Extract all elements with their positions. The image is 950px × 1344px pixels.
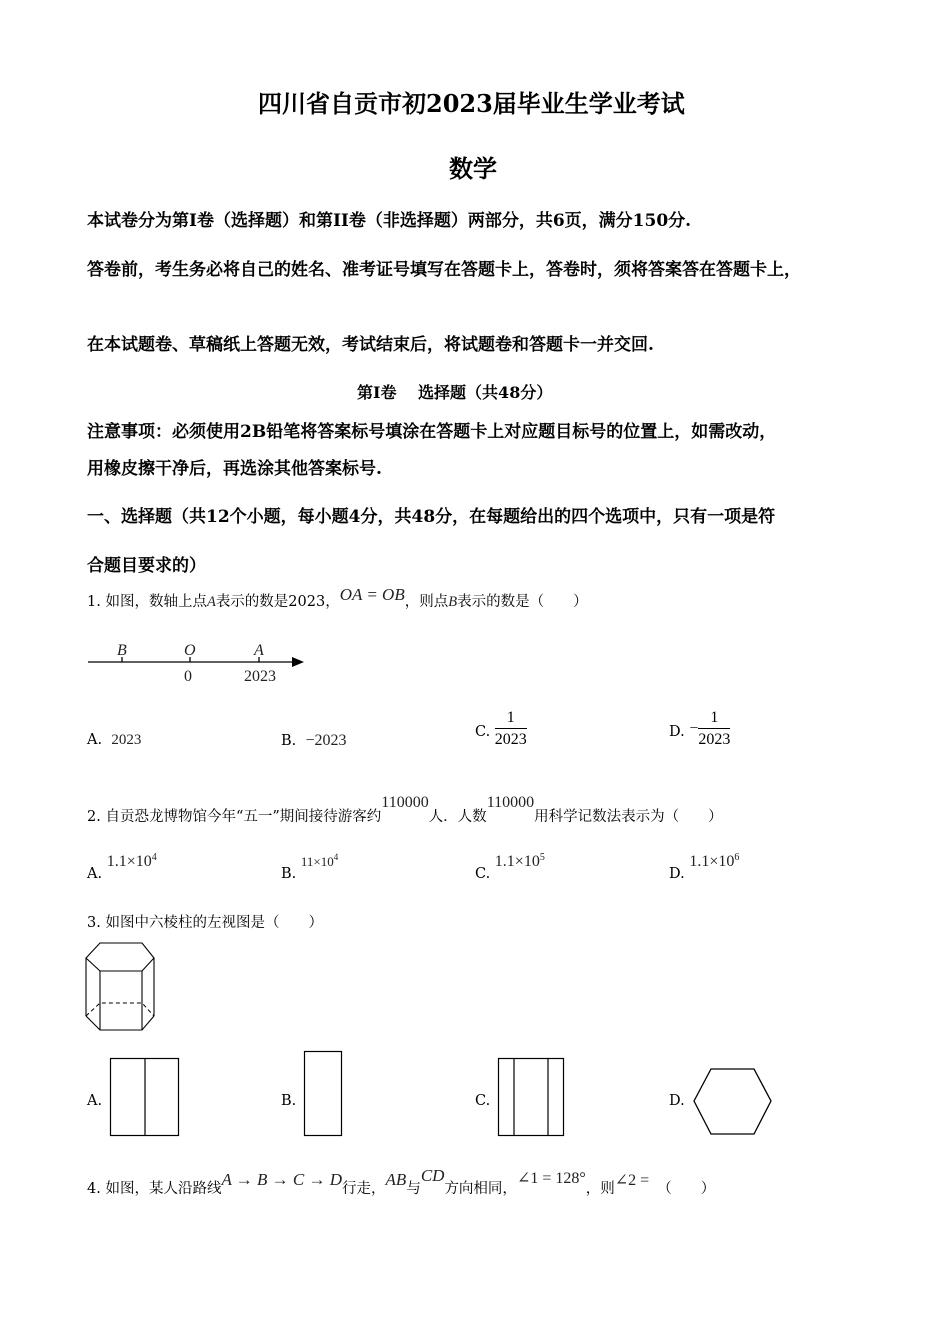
section-heading: 第I卷 选择题（共48分）: [357, 383, 553, 402]
q1-equation: OA = OB: [339, 585, 405, 604]
q4-text-a: 4. 如图，某人沿路线: [87, 1181, 222, 1197]
q3-option-a-label[interactable]: A.: [87, 1093, 103, 1109]
q4-text-d: 方向相同，: [444, 1181, 517, 1197]
q2-option-d[interactable]: [669, 852, 740, 882]
notice-line-1: 注意事项：必须使用2B铅笔将答案标号填涂在答题卡上对应题目标号的位置上，如需改动，: [87, 422, 777, 442]
q3-option-c-figure[interactable]: [498, 1058, 568, 1138]
q2-option-b-label: B.: [281, 865, 297, 882]
part-line-1: 一、选择题（共12个小题，每小题4分，共48分，在每题给出的四个选项中，只有一项是符: [87, 507, 776, 527]
q1-option-b-value: −2023: [305, 732, 347, 749]
part-line-2: 合题目要求的）: [87, 556, 206, 576]
q3-option-d-label[interactable]: D.: [669, 1093, 685, 1109]
q1-text-c: ，则点: [404, 594, 449, 610]
q2-option-a-label: A.: [87, 865, 103, 882]
axis-label-o: O: [184, 642, 196, 659]
q2-text-a: 2. 自贡恐龙博物馆今年“五一”期间接待游客约: [87, 809, 382, 825]
q2-option-a-exponent: 4: [151, 852, 157, 863]
q4-angle-2: ∠2 =: [614, 1172, 650, 1189]
question-4: [87, 1166, 716, 1198]
subject-title: 数学: [449, 154, 497, 183]
q4-text-f: （ ）: [657, 1181, 716, 1197]
axis-arrow-icon: [292, 657, 304, 667]
q4-text-e: ，则: [585, 1181, 615, 1197]
q2-option-c[interactable]: [475, 852, 545, 882]
q2-option-d-label: D.: [669, 865, 685, 882]
q2-option-a-base: 1.1×10: [106, 852, 152, 870]
exam-title: 四川省自贡市初2023届毕业生学业考试: [258, 89, 685, 118]
q2-option-b-exponent: 4: [333, 852, 339, 862]
q2-option-a[interactable]: [87, 852, 157, 882]
q3-option-a-figure[interactable]: [110, 1058, 180, 1138]
q3-option-d-figure[interactable]: [693, 1067, 773, 1137]
q1-option-d-fraction: [698, 708, 730, 751]
axis-label-b: B: [117, 642, 127, 659]
q4-segment-ab: AB: [385, 1170, 407, 1189]
q1-option-d-denominator: 2023: [698, 731, 731, 748]
q2-option-b[interactable]: [281, 852, 339, 882]
q2-option-d-exponent: 6: [734, 852, 740, 863]
q4-text-c: 与: [406, 1181, 421, 1197]
q1-option-a-value: 2023: [111, 732, 142, 748]
question-2: [87, 794, 723, 826]
q4-segment-cd: CD: [420, 1166, 445, 1185]
q2-text-c: 用科学记数法表示为（ ）: [534, 809, 723, 825]
q4-text-b: 行走，: [342, 1181, 386, 1197]
q2-option-d-base: 1.1×10: [689, 852, 735, 870]
question-1: [87, 585, 588, 611]
intro-line-3: 在本试题卷、草稿纸上答题无效，考试结束后，将试题卷和答题卡一并交回.: [87, 335, 654, 355]
q2-number-2: 110000: [486, 794, 535, 811]
hexagonal-prism-figure: [84, 940, 164, 1035]
q1-option-d-sign: −: [689, 719, 699, 737]
axis-value-2023: 2023: [244, 668, 276, 685]
q1-option-c-numerator: 1: [495, 708, 527, 729]
q3-option-b-label[interactable]: B.: [281, 1093, 297, 1109]
q3-option-b-figure[interactable]: [304, 1051, 344, 1136]
q1-option-a[interactable]: [87, 732, 141, 749]
q1-option-b[interactable]: [281, 732, 347, 750]
q1-option-d-label: D.: [669, 723, 685, 740]
q4-angle-1: ∠1 = 128°: [516, 1170, 586, 1187]
question-3: 3. 如图中六棱柱的左视图是（ ）: [87, 915, 323, 931]
q1-text-a: 1. 如图，数轴上点: [87, 594, 207, 610]
q1-option-c-fraction: [495, 708, 527, 751]
q1-option-c-denominator: 2023: [494, 731, 527, 748]
q1-option-a-label: A.: [87, 732, 103, 748]
q1-option-d-numerator: 1: [698, 708, 730, 729]
q2-option-c-exponent: 5: [539, 852, 545, 863]
axis-label-a: A: [254, 642, 264, 659]
axis-value-0: 0: [184, 668, 192, 685]
q2-option-b-base: 11×10: [300, 853, 334, 869]
q1-text-b: 表示的数是2023，: [215, 594, 340, 610]
q3-option-c-label[interactable]: C.: [475, 1093, 491, 1109]
intro-line-1: 本试卷分为第I卷（选择题）和第II卷（非选择题）两部分，共6页，满分150分.: [87, 211, 692, 231]
q1-option-c-label: C.: [475, 723, 491, 740]
q1-option-b-label: B.: [281, 733, 297, 749]
q1-text-d: 表示的数是（ ）: [457, 594, 588, 610]
intro-line-2: 答卷前，考生务必将自己的姓名、准考证号填写在答题卡上，答卷时，须将答案答在答题卡上，: [87, 260, 801, 280]
q2-option-c-base: 1.1×10: [494, 852, 540, 870]
q2-number-1: 110000: [381, 794, 429, 811]
notice-line-2: 用橡皮擦干净后，再选涂其他答案标号.: [87, 459, 382, 479]
q2-text-b: 人．人数: [428, 809, 487, 825]
q1-option-c[interactable]: [475, 708, 527, 751]
q1-var-a: A: [206, 594, 216, 610]
q1-option-d[interactable]: [669, 708, 730, 751]
q4-route: A → B → C → D: [221, 1170, 343, 1189]
q1-var-b: B: [448, 594, 458, 610]
q2-option-c-label: C.: [475, 865, 491, 882]
